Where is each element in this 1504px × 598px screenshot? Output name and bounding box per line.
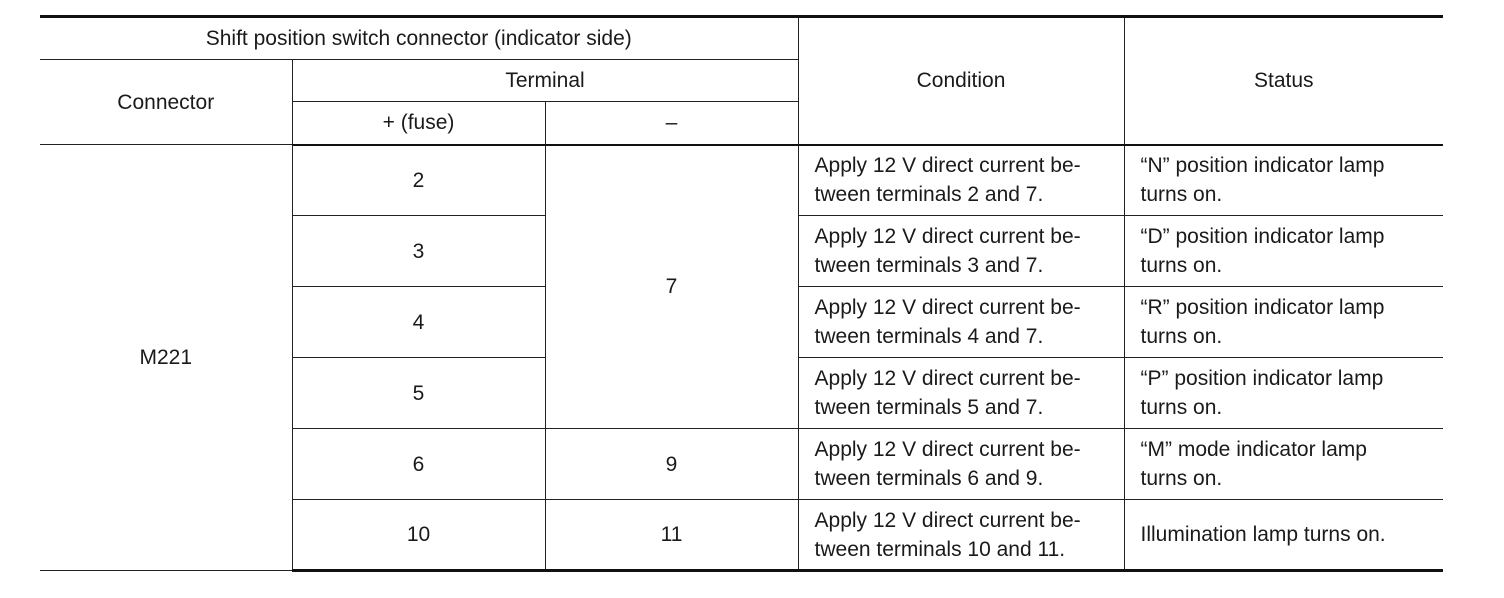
condition-line: Apply 12 V direct current be-	[814, 225, 1081, 248]
status-line: turns on.	[1140, 396, 1223, 419]
plus-terminal-cell: 6	[292, 429, 545, 500]
condition-line: tween terminals 4 and 7.	[814, 325, 1044, 348]
header-connector: Connector	[40, 60, 292, 145]
status-line: turns on.	[1140, 467, 1223, 490]
plus-terminal-cell: 5	[292, 358, 545, 429]
header-terminal-minus: –	[545, 102, 798, 145]
condition-line: Apply 12 V direct current be-	[814, 367, 1081, 390]
minus-terminal-cell: 7	[545, 145, 798, 429]
condition-line: tween terminals 2 and 7.	[814, 183, 1044, 207]
condition-line: tween terminals 3 and 7.	[814, 254, 1044, 277]
status-line: turns on.	[1140, 325, 1223, 348]
plus-terminal-cell: 3	[292, 216, 545, 287]
condition-cell	[798, 216, 1124, 287]
condition-cell	[798, 429, 1124, 500]
condition-cell	[798, 500, 1124, 571]
condition-line: Apply 12 V direct current be-	[814, 154, 1081, 178]
status-cell	[1124, 358, 1443, 429]
condition-line: tween terminals 5 and 7.	[814, 396, 1044, 419]
table-row	[40, 145, 1443, 216]
connector-cell: M221	[40, 145, 292, 571]
status-cell: Illumination lamp turns on.	[1124, 500, 1443, 571]
plus-terminal-cell: 2	[292, 145, 545, 216]
minus-terminal-cell: 9	[545, 429, 798, 500]
status-line: turns on.	[1140, 183, 1223, 207]
plus-terminal-cell: 4	[292, 287, 545, 358]
status-line: “R” position indicator lamp	[1140, 296, 1385, 319]
status-line: turns on.	[1140, 254, 1223, 277]
header-status: Status	[1124, 17, 1443, 145]
condition-line: tween terminals 10 and 11.	[814, 537, 1066, 561]
minus-terminal-cell: 11	[545, 500, 798, 571]
status-line: “M” mode indicator lamp	[1140, 438, 1367, 461]
condition-cell	[798, 358, 1124, 429]
header-terminal: Terminal	[292, 60, 798, 102]
status-cell	[1124, 429, 1443, 500]
header-condition: Condition	[798, 17, 1124, 145]
header-terminal-plus: + (fuse)	[292, 102, 545, 145]
status-line: “N” position indicator lamp	[1140, 154, 1385, 178]
condition-line: tween terminals 6 and 9.	[814, 467, 1044, 490]
header-group-title: Shift position switch connector (indicator side)	[40, 17, 798, 60]
status-line: “P” position indicator lamp	[1140, 367, 1384, 390]
condition-cell	[798, 145, 1124, 216]
status-cell	[1124, 216, 1443, 287]
condition-line: Apply 12 V direct current be-	[814, 296, 1081, 319]
status-line: “D” position indicator lamp	[1140, 225, 1385, 248]
condition-cell	[798, 287, 1124, 358]
plus-terminal-cell: 10	[292, 500, 545, 571]
inspection-table	[40, 15, 1443, 572]
condition-line: Apply 12 V direct current be-	[814, 508, 1081, 532]
condition-line: Apply 12 V direct current be-	[814, 438, 1081, 461]
status-cell	[1124, 145, 1443, 216]
status-cell	[1124, 287, 1443, 358]
